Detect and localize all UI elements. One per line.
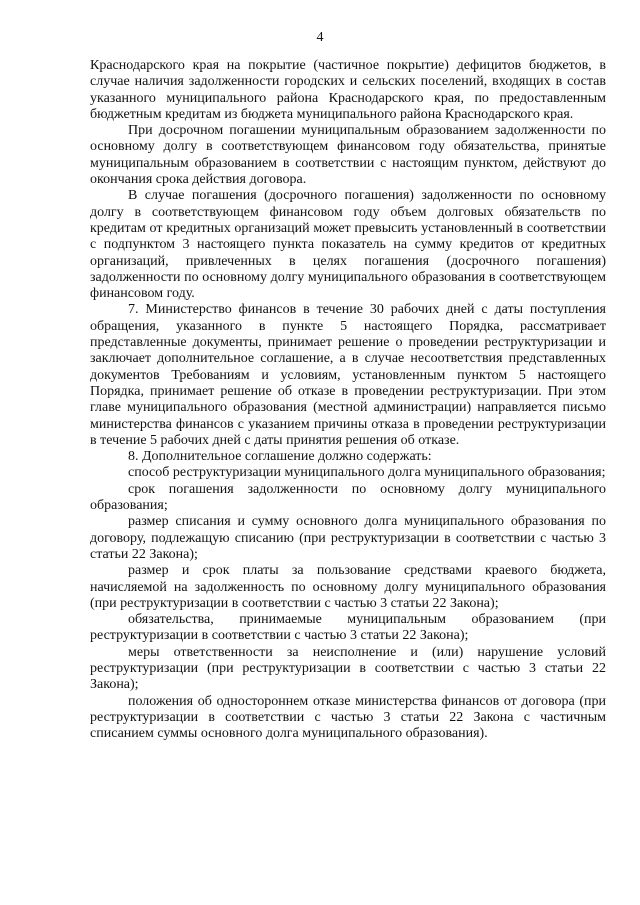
paragraph: положения об одностороннем отказе министерства финансов от договора (при реструктуризации в соответствии с частью 3 статьи 22 Закона с частичным списанием суммы основного долга муниципального образования). (90, 693, 606, 742)
paragraph: срок погашения задолженности по основному долгу муниципального образования; (90, 481, 606, 514)
page-number: 4 (316, 30, 324, 45)
paragraph: обязательства, принимаемые муниципальным образованием (при реструктуризации в соответствии с частью 3 статьи 22 Закона); (90, 612, 606, 644)
paragraph: размер и срок платы за пользование средствами краевого бюджета, начисляемой на задолженность по основному долгу муниципального образования (при реструктуризации в соответствии с частью 3 статьи 22 Закона); (90, 563, 606, 611)
paragraph: способ реструктуризации муниципального долга муниципального образования; (128, 465, 606, 481)
paragraph: 7. Министерство финансов в течение 30 рабочих дней с даты поступления обращения, указанного в пункте 5 настоящего Порядка, рассматривает представленные документы, принимает решение о проведении реструктуризации и заключает дополнительное соглашение, а в случае несоответствия представленных документов Требованиям и условиям, установленным пунктом 5 настоящего Порядка, принимает решение об отказе в проведении реструктуризации. При этом главе муниципального образования (местной администрации) направляется письмо министерства финансов с указанием причины отказа в проведении реструктуризации в течение 5 рабочих дней с даты принятия решения об отказе. (90, 302, 606, 448)
paragraph: размер списания и сумму основного долга муниципального образования по договору, подлежащую списанию (при реструктуризации в соответствии с частью 3 статьи 22 Закона); (90, 514, 606, 562)
paragraph: Краснодарского края на покрытие (частичное покрытие) дефицитов бюджетов, в случае наличия задолженности городских и сельских поселений, входящих в состав указанного муниципального района Краснодарского края, по предоставленным бюджетным кредитам из бюджета муниципального района Краснодарского края. (90, 58, 606, 122)
paragraph: 8. Дополнительное соглашение должно содержать: (128, 449, 432, 465)
paragraph: В случае погашения (досрочного погашения) задолженности по основному долгу в соответствующем финансовом году объем долговых обязательств по кредитам от кредитных организаций может превысить установленный в соответствии с подпунктом 3 настоящего пункта показатель на сумму кредитов от кредитных организаций, привлеченных в целях погашения (досрочного погашения) задолженности по основному долгу муниципального образования в соответствующем финансовом году. (90, 188, 606, 302)
paragraph: меры ответственности за неисполнение и (или) нарушение условий реструктуризации (при реструктуризации в соответствии с частью 3 статьи 22 Закона); (90, 644, 606, 693)
document-body (90, 58, 606, 742)
paragraph: При досрочном погашении муниципальным образованием задолженности по основному долгу в соответствующем финансовом году обязательства, принятые муниципальным образованием в соответствии с настоящим пунктом, действуют до окончания срока действия договора. (90, 123, 606, 188)
